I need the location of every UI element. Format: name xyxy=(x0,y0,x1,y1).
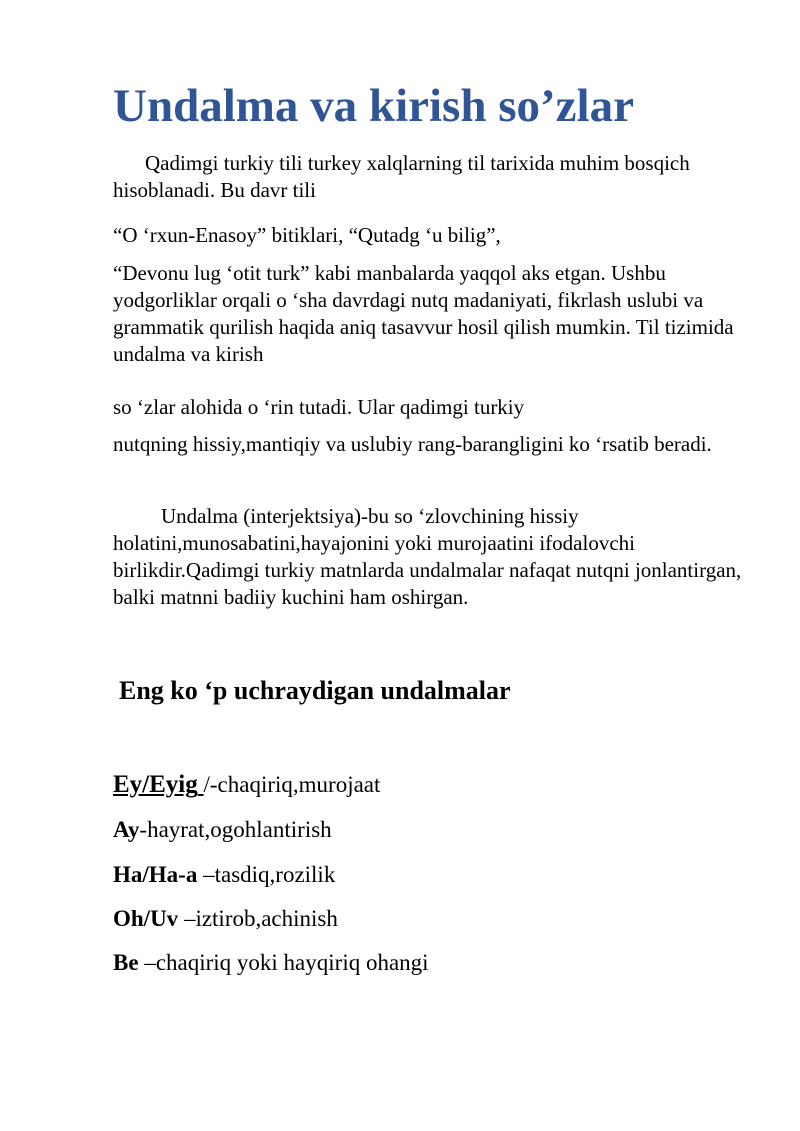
section-heading: Eng ko ‘p uchraydigan undalmalar xyxy=(119,676,511,705)
term-word: Be xyxy=(113,950,139,975)
term-word: Ey/Eyig xyxy=(113,771,198,798)
term-item xyxy=(113,948,429,978)
term-description: –tasdiq,rozilik xyxy=(197,862,336,887)
term-item xyxy=(113,770,380,800)
term-description: -hayrat,ogohlantirish xyxy=(139,817,332,842)
paragraph-role: so ‘zlar alohida o ‘rin tutadi. Ular qadimgi turkiy xyxy=(113,395,525,419)
term-item xyxy=(113,860,335,890)
term-word: Ha/Ha-a xyxy=(113,862,198,887)
paragraph-intro: Qadimgi turkiy tili turkey xalqlarning til tarixida muhim bosqich hisoblanadi. Bu davr tili xyxy=(113,151,690,202)
term-word: Ay xyxy=(113,817,140,842)
paragraph-sources-1: “O ‘rxun-Enasoy” bitiklari, “Qutadg ‘u bilig”, xyxy=(113,223,501,247)
term-description: /-chaqiriq,murojaat xyxy=(203,772,381,797)
term-item xyxy=(113,904,338,934)
page-title: Undalma va kirish so’zlar xyxy=(113,80,634,132)
term-description: –iztirob,achinish xyxy=(178,906,338,931)
term-word: Oh/Uv xyxy=(113,906,179,931)
paragraph-sources-2: “Devonu lug ‘otit turk” kabi manbalarda yaqqol aks etgan. Ushbu yodgorliklar orqali o ‘sha davrdagi nutq madaniyati, fikrlash uslubi va grammatik qurilish haqida aniq tasavvur hosil qilish mumkin. Til tizimida undalma va kirish xyxy=(113,261,734,366)
paragraph-definition: Undalma (interjektsiya)-bu so ‘zlovchining hissiy holatini,munosabatini,hayajonini yoki murojaatini ifodalovchi birlikdir.Qadimgi turkiy matnlarda undalmalar nafaqat nutqni jonlantirgan, balki matnni badiiy kuchini ham oshirgan. xyxy=(113,504,742,609)
term-item xyxy=(113,815,332,845)
paragraph-variety: nutqning hissiy,mantiqiy va uslubiy rang-barangligini ko ‘rsatib beradi. xyxy=(113,432,712,456)
term-description: –chaqiriq yoki hayqiriq ohangi xyxy=(138,950,429,975)
